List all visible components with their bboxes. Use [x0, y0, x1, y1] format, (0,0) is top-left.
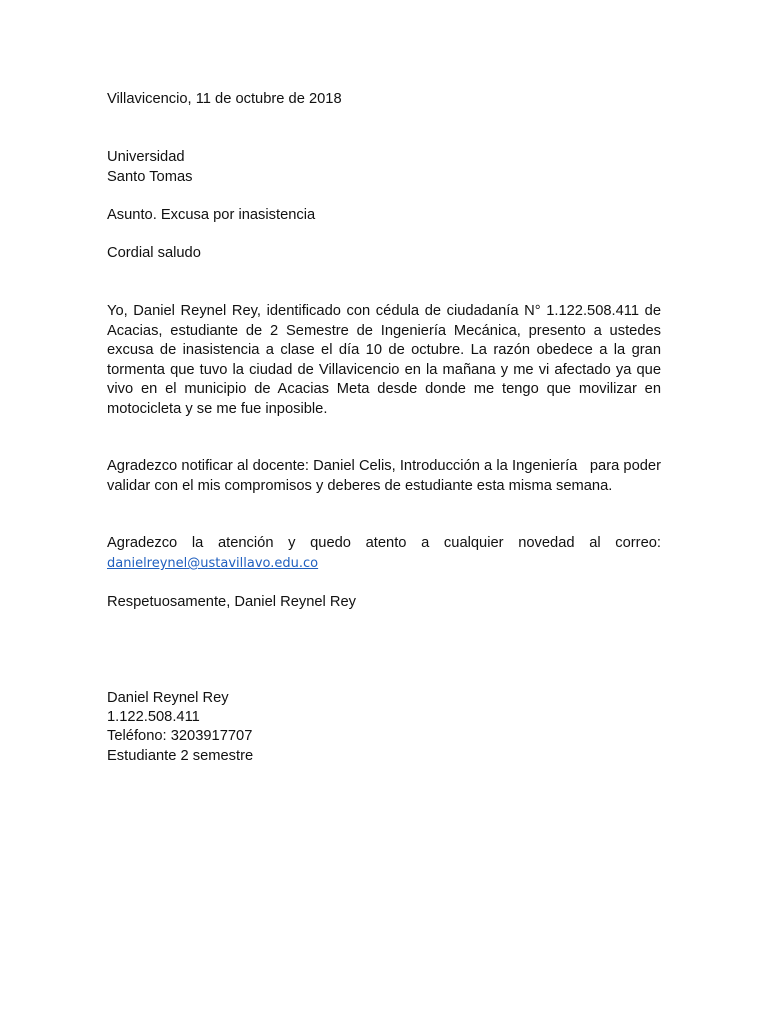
signature-name: Daniel Reynel Rey: [107, 690, 229, 706]
signature-role: Estudiante 2 semestre: [107, 748, 254, 764]
subject-line: Asunto. Excusa por inasistencia: [107, 207, 316, 223]
email-link[interactable]: danielreynel@ustavillavo.edu.co: [107, 556, 319, 571]
signature-id: 1.122.508.411: [107, 709, 200, 725]
email-link-wrapper: [107, 554, 318, 574]
recipient-line-2: Santo Tomas: [107, 169, 193, 185]
greeting: Cordial saludo: [107, 245, 201, 261]
date-line: Villavicencio, 11 de octubre de 2018: [107, 91, 342, 107]
closing-line: Respetuosamente, Daniel Reynel Rey: [107, 594, 357, 610]
body-paragraph-3: Agradezco la atención y quedo atento a cualquier novedad al correo:: [107, 535, 661, 551]
signature-phone: Teléfono: 3203917707: [107, 728, 253, 744]
body-paragraph-1: Yo, Daniel Reynel Rey, identificado con cédula de ciudadanía N° 1.122.508.411 de Acacias, estudiante de 2 Semestre de Ingeniería Mecánica, presento a ustedes excusa de inasistencia a clase el día 10 de octubre. La razón obedece a la gran tormenta que tuvo la ciudad de Villavicencio en la mañana y me vi afectado ya que vivo en el municipio de Acacias Meta desde donde me tengo que movilizar en motocicleta y se me fue inposible.: [107, 303, 661, 417]
body-paragraph-2: Agradezco notificar al docente: Daniel Celis, Introducción a la Ingeniería para poder validar con el mis compromisos y deberes de estudiante esta misma semana.: [107, 458, 666, 494]
letter-page: [107, 0, 666, 1024]
recipient-line-1: Universidad: [107, 149, 185, 165]
